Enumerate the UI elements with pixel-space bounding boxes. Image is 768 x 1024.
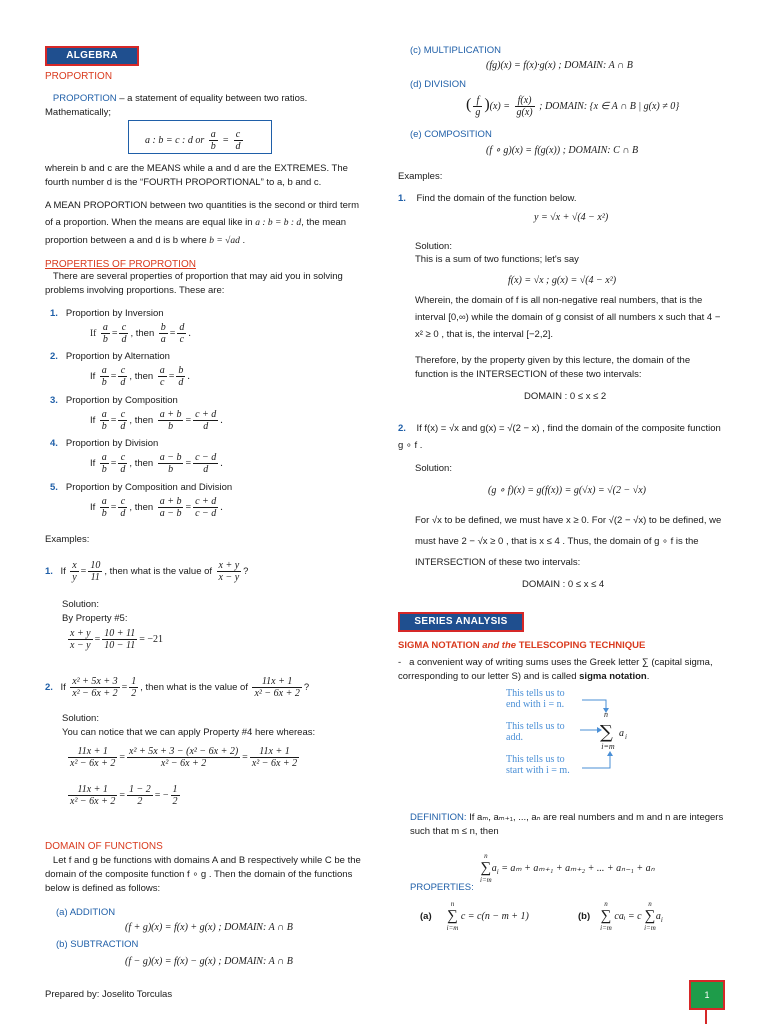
right-ex1-sol-2: Wherein, the domain of f is all non-negative real numbers, that is the interval [0,∞) while the domain of g consist of all numbers x such that 4 − x² ≥ 0 , that is, the interval [−2,2]. xyxy=(415,295,721,340)
left-ex2-eq-2: $\frac{11x + 1}{\text{x² − 6x + 2}}$ = $\frac{1 - 2}{2}$ = − $\frac{1}{2}$ xyxy=(70,784,178,807)
svg-text:i=m: i=m xyxy=(601,742,615,751)
subtraction-eq: (f − g)(x) = f(x) − g(x) ; DOMAIN: A ∩ B xyxy=(125,956,293,967)
right-example-2: 2. If f(x) = √x and g(x) = √(2 − x) , find the domain of the composite function g ∘ f . xyxy=(398,423,721,451)
property-5: 5. Proportion by Composition and Division xyxy=(50,482,233,493)
mathematically-label: Mathematically; xyxy=(45,107,111,118)
def-text: – a statement of equality between two ratios. xyxy=(116,93,308,104)
properties-label: PROPERTIES: xyxy=(410,882,474,893)
algebra-header: ALGEBRA xyxy=(45,46,139,66)
right-ex2-sol-eq: (g ∘ f)(x) = g(f(x)) = g(√x) = √(2 − √x) xyxy=(488,485,646,496)
addition-eq: (f + g)(x) = f(x) + g(x) ; DOMAIN: A ∩ B xyxy=(125,922,293,933)
sigma-arrows-diagram xyxy=(570,690,640,780)
page-marker-line xyxy=(705,1008,707,1024)
annot-add: This tells us to add. xyxy=(506,721,565,743)
mean-proportion-text: A MEAN PROPORTION between two quantities is the second or third term of a proportion. When the means are equal like in a : b = b : d, the mean proportion between a and d is b where b = √ad . xyxy=(45,200,359,246)
svg-text:i: i xyxy=(625,733,627,741)
right-examples-label: Examples: xyxy=(398,171,443,182)
left-ex2-solution: Solution: You can notice that we can apply Property #4 here whereas: xyxy=(62,713,316,738)
box-eq: a : b = c : d or xyxy=(145,134,205,146)
def-term: PROPORTION xyxy=(52,93,117,104)
property-5-eq: If $\frac{a}{b}$ = $\frac{c}{d}$ , then $\frac{a + b}{a - b}$ = $\frac{c + d}{c - d}$ . xyxy=(90,496,223,519)
right-ex1-eq: y = √x + √(4 − x²) xyxy=(534,212,609,223)
proportion-definition xyxy=(45,92,365,120)
right-ex1-sol-eq: f(x) = √x ; g(x) = √(4 − x²) xyxy=(508,275,617,286)
annot-start: This tells us to start with i = m. xyxy=(506,754,570,776)
right-ex1-domain: DOMAIN : 0 ≤ x ≤ 2 xyxy=(524,391,607,402)
property-2: 2. Proportion by Alternation xyxy=(50,351,170,362)
right-ex2-solution-label: Solution: xyxy=(415,463,452,474)
arrow-start xyxy=(582,754,610,768)
multiplication-eq: (fg)(x) = f(x)·g(x) ; DOMAIN: A ∩ B xyxy=(486,60,633,71)
composition-eq: (f ∘ g)(x) = f(g(x)) ; DOMAIN: C ∩ B xyxy=(486,145,639,156)
left-examples-label: Examples: xyxy=(45,534,90,545)
division-eq: ( $\frac{f}{g}$ )(x) = $\frac{f(x)}{g(x)}$ ; DOMAIN: {x ∈ A ∩ B | g(x) ≠ 0} xyxy=(466,95,680,118)
property-1-eq: If $\frac{a}{b}$ = $\frac{c}{d}$ , then $\frac{b}{a}$ = $\frac{d}{c}$ . xyxy=(90,322,191,345)
right-ex1-sol-3: Therefore, by the property given by this lecture, the domain of the function is the INTERSECTION of these two intervals: xyxy=(415,355,691,380)
multiplication-label: (c) MULTIPLICATION xyxy=(410,45,501,56)
property-4-eq: If $\frac{a}{b}$ = $\frac{c}{d}$ , then $\frac{a - b}{b}$ = $\frac{c - d}{d}$ . xyxy=(90,452,223,475)
property-4: 4. Proportion by Division xyxy=(50,438,159,449)
svg-text:a: a xyxy=(619,728,624,739)
property-1: 1. Proportion by Inversion xyxy=(50,308,164,319)
page-number: 1 xyxy=(689,980,725,1010)
left-example-1: 1. If $\frac{x}{y}$ = $\frac{10}{11}$ , then what is the value of $\frac{x + y}{x - y}$ ? xyxy=(45,560,249,583)
domain-title: DOMAIN OF FUNCTIONS xyxy=(45,841,163,852)
addition-label: (a) ADDITION xyxy=(56,907,116,918)
annot-end: This tells us to end with i = n. xyxy=(506,688,565,710)
svg-text:∑: ∑ xyxy=(600,722,613,743)
right-ex2-sol-text: For √x to be defined, we must have x ≥ 0. For √(2 − √x) to be defined, we must have 2 − √x ≥ 0 , that is x ≤ 4 . Thus, the domain of g ∘ f is the INTERSECTION of these two intervals: xyxy=(415,515,722,568)
series-analysis-header: SERIES ANALYSIS xyxy=(398,612,524,632)
properties-intro: There are several properties of proportion that may aid you in solving problems involving proportions. These are: xyxy=(45,271,343,296)
property-b: (b) n ∑ i=m caᵢ = c n ∑ i=m $a_i$ xyxy=(578,900,663,932)
sigma-title: SIGMA NOTATION and the TELESCOPING TECHNIQUE xyxy=(398,640,646,651)
proportion-formula-box: a : b = c : d or $\frac{a}{b}$ = $\frac{c}{d}$ xyxy=(128,120,272,154)
right-ex1-solution-label: Solution: xyxy=(415,241,452,252)
left-ex1-result-eq: $\frac{x + y}{x - y}$ = $\frac{10 + 11}{10 - 11}$ = −21 xyxy=(70,628,164,651)
left-example-2: 2. If $\frac{\text{x² + 5x + 3}}{\text{x² − 6x + 2}}$ = $\frac{1}{2}$ , then what is the value of $\frac{11x + 1}{\text{x² − 6x + 2}}$ ? xyxy=(45,676,310,699)
property-3-eq: If $\frac{a}{b}$ = $\frac{c}{d}$ , then $\frac{a + b}{b}$ = $\frac{c + d}{d}$ . xyxy=(90,409,223,432)
right-ex1-sol-1: This is a sum of two functions; let's say xyxy=(415,254,579,265)
property-3: 3. Proportion by Composition xyxy=(50,395,178,406)
domain-intro: Let f and g be functions with domains A and B respectively while C be the domain of the composite function f ∘ g . Then the domain of the functions below is defined as follows: xyxy=(45,855,361,894)
definition-eq: n ∑ i=m $a_i = a_m + a_{m+1} + a_{m+2}$ + ... + aₙ₋₁ + aₙ xyxy=(480,852,655,884)
composition-label: (e) COMPOSITION xyxy=(410,129,492,140)
subtraction-label: (b) SUBTRACTION xyxy=(56,939,139,950)
svg-text:n: n xyxy=(604,710,608,719)
division-label: (d) DIVISION xyxy=(410,79,466,90)
property-a: (a) n ∑ i=m c = c(n − m + 1) xyxy=(420,900,529,932)
arrow-end xyxy=(582,700,606,710)
right-ex2-domain: DOMAIN : 0 ≤ x ≤ 4 xyxy=(522,579,605,590)
definition: DEFINITION: If aₘ, aₘ₊₁, ..., aₙ are real numbers and m and n are integers such that m ≤ n, then xyxy=(410,812,724,837)
right-example-1: 1. Find the domain of the function below. xyxy=(398,193,577,204)
left-ex2-eq-1: $\frac{11x + 1}{\text{x² − 6x + 2}}$ = $\frac{\text{x² + 5x + 3 − (x² − 6x + 2)}}{\text{x² − 6x + 2}}$ = $\frac{11x + 1}{\text{x² − 6x + 2}}$ xyxy=(70,746,298,769)
sigma-bullet: - a convenient way of writing sums uses the Greek letter ∑ (capital sigma, corresponding to our letter S) and is called sigma notation. xyxy=(398,657,713,682)
prepared-by: Prepared by: Joselito Torculas xyxy=(45,989,173,1000)
means-extremes-text: wherein b and c are the MEANS while a and d are the EXTREMES. The fourth number d is the “FOURTH PROPORTIONAL” to a, b and c. xyxy=(45,163,348,188)
property-2-eq: If $\frac{a}{b}$ = $\frac{c}{d}$ , then $\frac{a}{c}$ = $\frac{b}{d}$ . xyxy=(90,365,190,388)
properties-title: PROPERTIES OF PROPROTION xyxy=(45,259,196,270)
proportion-title: PROPORTION xyxy=(45,71,113,82)
left-ex1-solution: Solution: By Property #5: xyxy=(62,599,128,624)
